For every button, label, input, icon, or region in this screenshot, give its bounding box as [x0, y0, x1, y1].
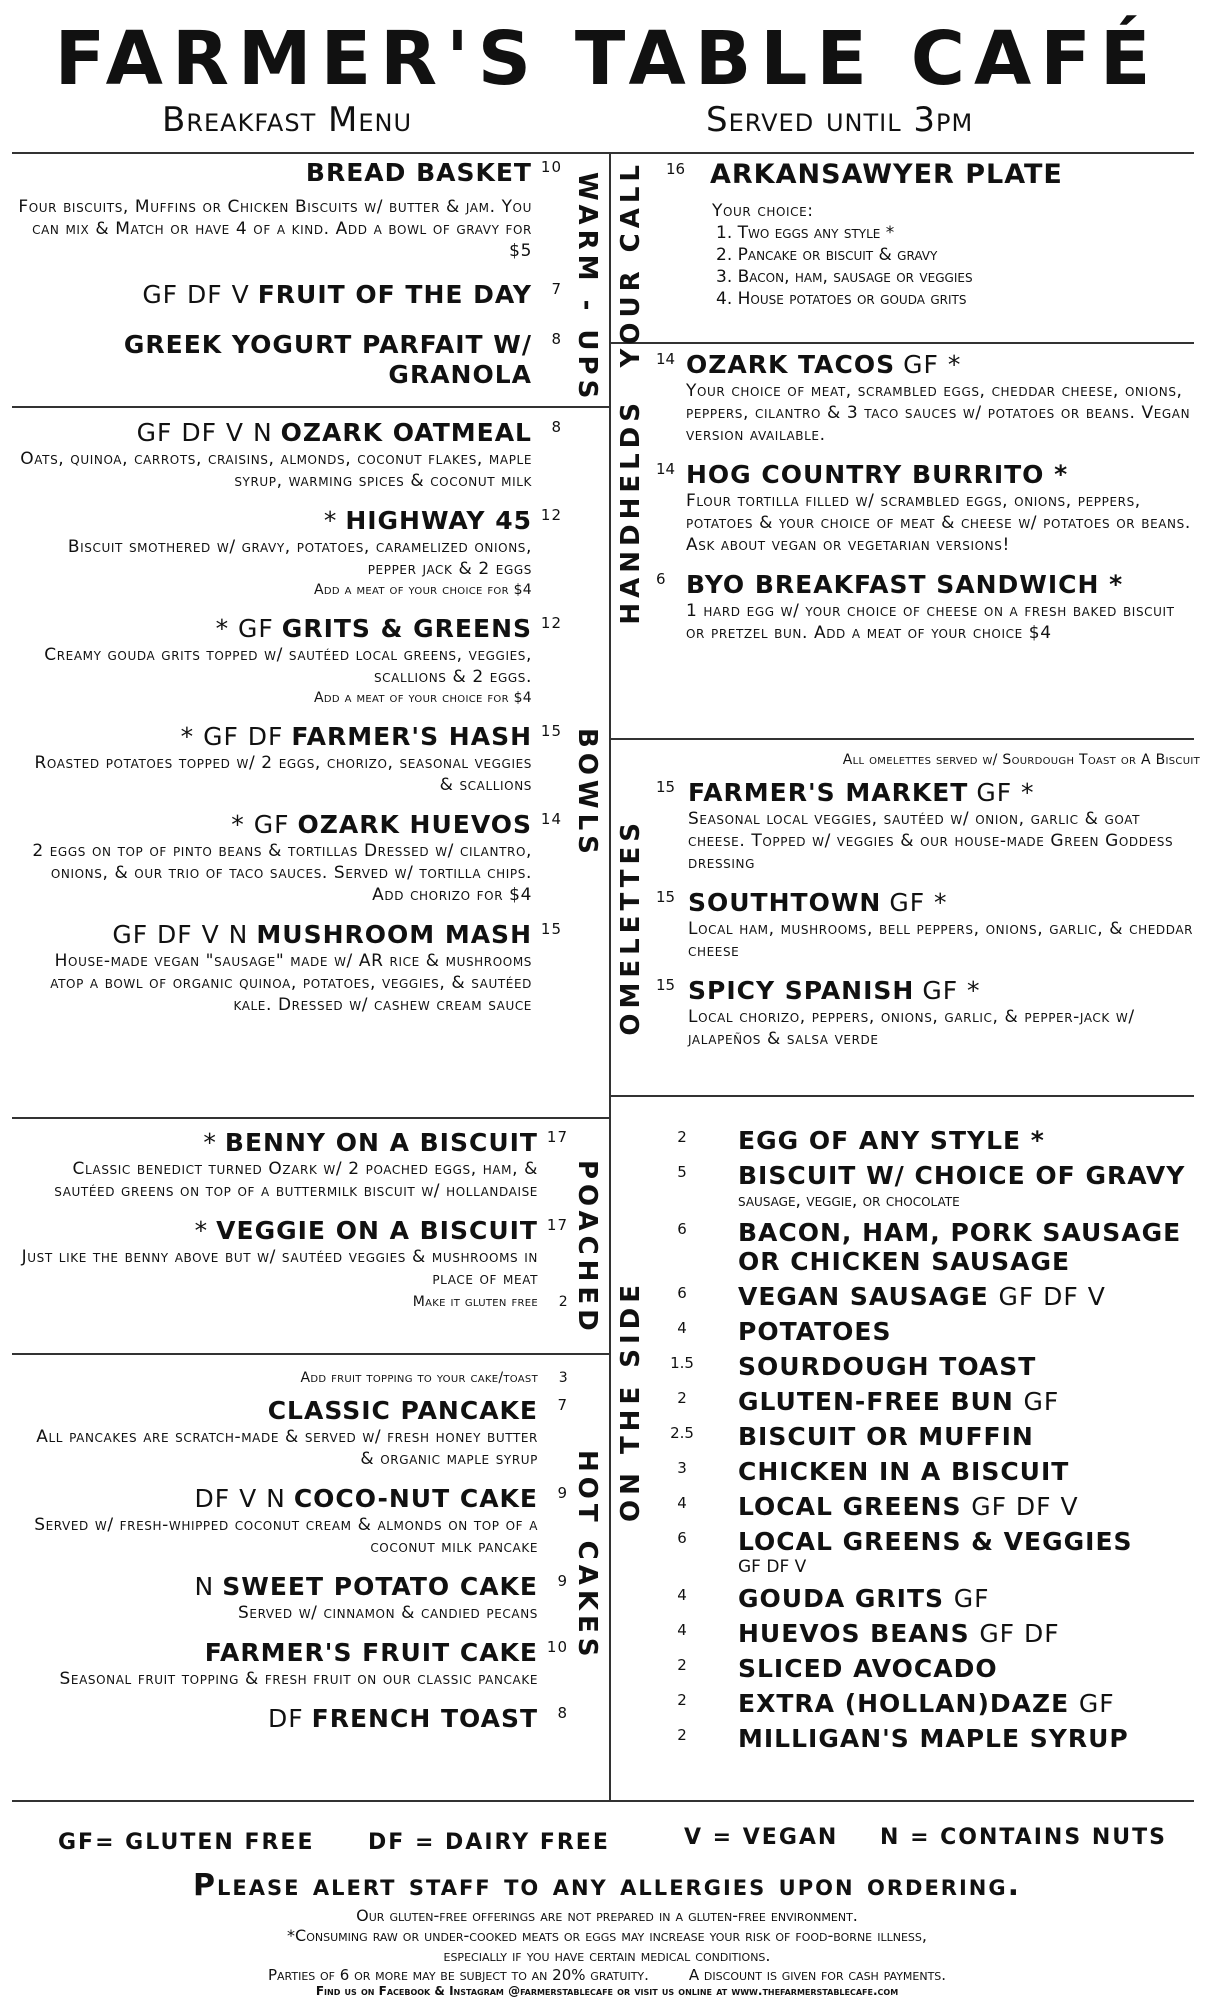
item-name: BYO BREAKFAST SANDWICH * — [686, 570, 1124, 599]
item-name: FARMER'S FRUIT CAKE — [204, 1638, 538, 1667]
menu-item: N SWEET POTATO CAKE 9 Served w/ cinnamon & candied pecans — [18, 1572, 538, 1624]
menu-item — [666, 160, 1196, 310]
side-name: EGG OF ANY STYLE * — [738, 1126, 1045, 1155]
side-item — [656, 1654, 1196, 1683]
side-tags: GF — [1023, 1387, 1060, 1416]
item-description: Just like the benny above but w/ sautéed veggies & mushrooms in place of meat — [21, 1247, 538, 1289]
menu-item — [652, 460, 1198, 556]
item-description: Biscuit smothered w/ gravy, potatoes, caramelized onions, pepper jack & 2 eggs — [67, 537, 532, 579]
item-price: 10 — [546, 1638, 568, 1656]
gluten-free-disclaimer: Our gluten-free offerings are not prepared in a gluten-free environment. — [356, 1906, 858, 1925]
item-description: Local chorizo, peppers, onions, garlic, & pepper-jack w/ jalapeños & salsa verde — [688, 1007, 1135, 1049]
item-description: 2 eggs on top of pinto beans & tortillas Dressed w/ cilantro, onions, & our trio of taco sauces. Served w/ tortilla chips. Add chorizo for $4 — [32, 841, 532, 905]
item-description: Served w/ cinnamon & candied pecans — [238, 1603, 538, 1623]
menu-item: * BENNY ON A BISCUIT 17 Classic benedict turned Ozark w/ 2 poached eggs, ham, & sautéed greens on top of a buttermilk biscuit w/ hollandaise — [18, 1128, 538, 1202]
rule-handhelds-omelettes — [609, 738, 1194, 740]
side-name: SLICED AVOCADO — [738, 1654, 998, 1683]
bottom-rule — [12, 1800, 1194, 1802]
choice-item: 1. Two eggs any style * — [716, 223, 895, 243]
allergy-alert: Please alert staff to any allergies upon ordering. — [193, 1868, 1021, 1903]
menu-item: 15 SPICY SPANISH GF * Local chorizo, peppers, onions, garlic, & pepper-jack w/ jalapeños & salsa verde — [656, 976, 1200, 1050]
raw-food-warning-2: especially if you have certain medical conditions. — [443, 1946, 771, 1965]
item-description: Creamy gouda grits topped w/ sautéed local greens, veggies, scallions & 2 eggs. — [44, 645, 532, 687]
menu-item: * VEGGIE ON A BISCUIT 17 Just like the benny above but w/ sautéed veggies & mushrooms in place of meat — [18, 1216, 538, 1290]
side-price: 4 — [677, 1494, 687, 1512]
section-label-warm-ups: WARM - UPS — [572, 172, 602, 404]
side-item — [656, 1161, 1196, 1212]
side-price: 3 — [677, 1459, 687, 1477]
item-price: 7 — [557, 1396, 568, 1414]
side-sub: sausage, veggie, or chocolate — [738, 1191, 960, 1211]
side-tags: GF — [1078, 1689, 1115, 1718]
menu-item: * GF GRITS & GREENS 12 Creamy gouda grits topped w/ sautéed local greens, veggies, scallions & 2 eggs. Add a meat of your choice for $4 — [18, 614, 532, 708]
item-description: Flour tortilla filled w/ scrambled eggs, onions, peppers, potatoes & your choice of meat & cheese w/ potatoes or beans. Ask about vegan or vegetarian versions! — [686, 491, 1191, 555]
side-item — [656, 1619, 1196, 1648]
side-price: 6 — [677, 1529, 687, 1547]
item-description: All pancakes are scratch-made & served w/ fresh honey butter & organic maple syrup — [36, 1427, 538, 1469]
item-name: SOUTHTOWN — [688, 888, 882, 917]
side-name: CHICKEN IN A BISCUIT — [738, 1457, 1070, 1486]
item-name: OZARK OATMEAL — [280, 418, 532, 447]
legend-gf: GF= GLUTEN FREE — [58, 1830, 315, 1855]
item-note: Add a meat of your choice for $4 — [313, 690, 532, 706]
item-description: Oats, quinoa, carrots, craisins, almonds, coconut flakes, maple syrup, warming spices & coconut milk — [20, 449, 532, 491]
side-price: 2 — [677, 1726, 687, 1744]
item-name: HIGHWAY 45 — [345, 506, 532, 535]
gluten-free-price: 2 — [558, 1294, 568, 1310]
menu-item: 15 FARMER'S MARKET GF * Seasonal local veggies, sautéed w/ onion, garlic & goat cheese. Topped w/ veggies & our house-made Green Goddess dressing — [656, 778, 1200, 874]
side-item — [656, 1689, 1196, 1718]
side-item — [656, 1492, 1196, 1521]
item-name: OZARK TACOS — [686, 350, 896, 379]
your-call-section — [666, 160, 1196, 324]
item-price: 8 — [557, 1704, 568, 1722]
item-description: Seasonal fruit topping & fresh fruit on our classic pancake — [59, 1669, 538, 1689]
side-tags: GF — [953, 1584, 990, 1613]
side-item — [656, 1218, 1196, 1276]
hot-cakes-section — [18, 1368, 568, 1748]
menu-item: GF DF V FRUIT OF THE DAY 7 — [18, 280, 532, 310]
gratuity-note: Parties of 6 or more may be subject to an 20% gratuity. — [267, 1966, 649, 1984]
side-price: 2 — [677, 1691, 687, 1709]
rule-omelettes-sides — [609, 1095, 1194, 1097]
item-description: Four biscuits, Muffins or Chicken Biscuits w/ butter & jam. You can mix & Match or have 4 of a kind. Add a bowl of gravy for $5 — [18, 197, 532, 261]
item-description: House-made vegan "sausage" made w/ AR rice & mushrooms atop a bowl of organic quinoa, potatoes, veggies, & sautéed kale. Dressed w/ cashew cream sauce — [50, 951, 532, 1015]
item-price: 15 — [656, 888, 676, 906]
item-name: SPICY SPANISH — [688, 976, 915, 1005]
rule-yourcall-handhelds — [609, 342, 1194, 344]
side-price: 2 — [677, 1656, 687, 1674]
legend-n: N = CONTAINS NUTS — [880, 1825, 1167, 1850]
item-name: FRUIT OF THE DAY — [257, 280, 532, 309]
side-price: 2 — [677, 1128, 687, 1146]
policy-line — [0, 1966, 1214, 1984]
menu-name: Breakfast Menu — [162, 100, 413, 140]
side-price: 2 — [677, 1389, 687, 1407]
side-item — [656, 1126, 1196, 1155]
side-price: 4 — [677, 1586, 687, 1604]
side-name: BISCUIT OR MUFFIN — [738, 1422, 1034, 1451]
side-item — [656, 1387, 1196, 1416]
item-name: GRITS & GREENS — [281, 614, 532, 643]
side-price: 6 — [677, 1220, 687, 1238]
item-name: GREEK YOGURT PARFAIT W/ GRANOLA — [123, 330, 532, 389]
side-tags: GF DF V — [971, 1492, 1079, 1521]
side-item — [656, 1352, 1196, 1381]
item-description: Served w/ fresh-whipped coconut cream & almonds on top of a coconut milk pancake — [34, 1515, 538, 1557]
poached-section — [18, 1128, 568, 1312]
item-name: MUSHROOM MASH — [256, 920, 532, 949]
side-name: BISCUIT W/ CHOICE OF GRAVY — [738, 1161, 1186, 1190]
side-price: 4 — [677, 1319, 687, 1337]
section-label-hot-cakes: HOT CAKES — [572, 1450, 602, 1662]
item-description: Local ham, mushrooms, bell peppers, onions, garlic, & cheddar cheese — [688, 919, 1194, 961]
choice-item: 3. Bacon, ham, sausage or veggies — [716, 267, 973, 287]
section-label-poached: POACHED — [572, 1160, 602, 1336]
item-description: Classic benedict turned Ozark w/ 2 poached eggs, ham, & sautéed greens on top of a buttermilk biscuit w/ hollandaise — [54, 1159, 538, 1201]
menu-item: * GF OZARK HUEVOS 14 2 eggs on top of pinto beans & tortillas Dressed w/ cilantro, onions, & our trio of taco sauces. Served w/ tortilla chips. Add chorizo for $4 — [18, 810, 532, 906]
item-price: 15 — [540, 722, 562, 740]
item-description: Your choice of meat, scrambled eggs, cheddar cheese, onions, peppers, cilantro & 3 taco sauces w/ potatoes or beans. Vegan version available. — [686, 381, 1191, 445]
side-name: LOCAL GREENS — [738, 1492, 962, 1521]
item-name: SWEET POTATO CAKE — [222, 1572, 538, 1601]
item-price: 16 — [666, 160, 686, 178]
legend-df: DF = DAIRY FREE — [368, 1830, 610, 1855]
item-price: 12 — [540, 506, 562, 524]
choice-list — [716, 222, 1196, 310]
item-price: 9 — [557, 1484, 568, 1502]
side-name: MILLIGAN'S MAPLE SYRUP — [738, 1724, 1129, 1753]
side-price: 1.5 — [670, 1354, 694, 1372]
menu-item — [18, 330, 562, 390]
gluten-free-option: Make it gluten free 2 — [412, 1294, 568, 1310]
item-price: 15 — [540, 920, 562, 938]
item-description: Seasonal local veggies, sautéed w/ onion, garlic & goat cheese. Topped w/ veggies & our house-made Green Goddess dressing — [688, 809, 1174, 873]
menu-item: DF FRENCH TOAST 8 — [18, 1704, 538, 1734]
side-item — [656, 1527, 1196, 1578]
serving-hours: Served until 3pm — [706, 100, 974, 140]
item-name: FRENCH TOAST — [311, 1704, 538, 1733]
fruit-topping-option: Add fruit topping to your cake/toast 3 — [300, 1370, 568, 1386]
item-price: 14 — [540, 810, 562, 828]
item-price: 17 — [546, 1216, 568, 1234]
side-item — [656, 1457, 1196, 1486]
item-price: 12 — [540, 614, 562, 632]
fruit-topping-price: 3 — [558, 1370, 568, 1386]
choice-item: 2. Pancake or biscuit & gravy — [716, 245, 938, 265]
side-name: BACON, HAM, PORK SAUSAGE OR CHICKEN SAUSAGE — [738, 1218, 1182, 1276]
item-name: OZARK HUEVOS — [297, 810, 532, 839]
item-price: 9 — [557, 1572, 568, 1590]
section-label-bowls: BOWLS — [572, 728, 602, 859]
sides-section — [656, 1126, 1196, 1759]
menu-item: 14 OZARK TACOS GF * Your choice of meat, scrambled eggs, cheddar cheese, onions, peppers, cilantro & 3 taco sauces w/ potatoes or beans. Vegan version available. — [652, 350, 1198, 446]
side-name: HUEVOS BEANS — [738, 1619, 970, 1648]
menu-item: GF DF V N OZARK OATMEAL 8 Oats, quinoa, carrots, craisins, almonds, coconut flakes, maple syrup, warming spices & coconut milk — [18, 418, 532, 492]
item-name: BENNY ON A BISCUIT — [224, 1128, 538, 1157]
cash-discount-note: A discount is given for cash payments. — [688, 1966, 947, 1984]
side-name: GLUTEN-FREE BUN — [738, 1387, 1014, 1416]
rule-warmups-bowls — [12, 406, 609, 408]
side-tags: GF DF V — [998, 1282, 1106, 1311]
menu-item: 15 SOUTHTOWN GF * Local ham, mushrooms, bell peppers, onions, garlic, & cheddar cheese — [656, 888, 1200, 962]
omelette-note: All omelettes served w/ Sourdough Toast or A Biscuit — [842, 752, 1200, 768]
menu-item: * HIGHWAY 45 12 Biscuit smothered w/ gravy, potatoes, caramelized onions, pepper jack & 2 eggs Add a meat of your choice for $4 — [18, 506, 532, 600]
side-price: 6 — [677, 1284, 687, 1302]
side-name: GOUDA GRITS — [738, 1584, 945, 1613]
choice-item: 4. House potatoes or gouda grits — [716, 289, 967, 309]
menu-item — [652, 570, 1198, 644]
item-name: CLASSIC PANCAKE — [267, 1396, 538, 1425]
item-description: Roasted potatoes topped w/ 2 eggs, chorizo, seasonal veggies & scallions — [34, 753, 532, 795]
choice-intro: Your choice: — [712, 201, 814, 221]
rule-bowls-poached — [12, 1117, 609, 1119]
social-links: Find us on Facebook & Instagram @farmerstablecafe or visit us online at www.thefarmerstablecafe.com — [315, 1984, 899, 1998]
section-label-omelettes: OMELETTES — [616, 818, 646, 1036]
section-label-handhelds: HANDHELDS — [616, 398, 646, 625]
side-price: 5 — [677, 1163, 687, 1181]
item-price: 15 — [656, 778, 676, 796]
item-price: 8 — [551, 418, 562, 436]
legend-v: V = VEGAN — [684, 1825, 839, 1850]
side-item — [656, 1282, 1196, 1311]
side-item — [656, 1317, 1196, 1346]
item-price: 15 — [656, 976, 676, 994]
handhelds-section — [652, 350, 1198, 658]
item-price: 7 — [551, 280, 562, 298]
menu-item: * GF DF FARMER'S HASH 15 Roasted potatoes topped w/ 2 eggs, chorizo, seasonal veggies & scallions — [18, 722, 532, 796]
side-name: EXTRA (HOLLAN)DAZE — [738, 1689, 1070, 1718]
side-name: LOCAL GREENS & VEGGIES — [738, 1527, 1133, 1556]
side-item — [656, 1724, 1196, 1753]
item-name: FARMER'S MARKET — [688, 778, 969, 807]
menu-item — [18, 1638, 568, 1690]
side-name: VEGAN SAUSAGE — [738, 1282, 989, 1311]
side-sub: GF DF V — [738, 1557, 807, 1577]
item-price: 10 — [540, 158, 562, 176]
item-price: 17 — [546, 1128, 568, 1146]
side-item — [656, 1584, 1196, 1613]
menu-item: DF V N COCO-NUT CAKE 9 Served w/ fresh-whipped coconut cream & almonds on top of a coconut milk pancake — [18, 1484, 538, 1558]
item-note: Add a meat of your choice for $4 — [313, 582, 532, 598]
top-rule — [12, 152, 1194, 154]
menu-item — [18, 1396, 568, 1470]
item-price: 14 — [656, 460, 676, 478]
menu-item — [18, 158, 562, 262]
item-price: 8 — [551, 330, 562, 348]
center-divider — [609, 152, 611, 1802]
item-name: FARMER'S HASH — [291, 722, 532, 751]
raw-food-warning: *Consuming raw or under-cooked meats or eggs may increase your risk of food-borne illness, — [287, 1926, 927, 1945]
item-name: COCO-NUT CAKE — [293, 1484, 538, 1513]
warm-ups-section — [18, 158, 562, 404]
menu-title: FARMER'S TABLE CAFÉ — [54, 16, 1160, 102]
item-name: VEGGIE ON A BISCUIT — [216, 1216, 538, 1245]
item-price: 14 — [656, 350, 676, 368]
omelettes-section — [656, 750, 1200, 1064]
item-name: ARKANSAWYER PLATE — [710, 159, 1063, 190]
side-tags: GF DF — [979, 1619, 1060, 1648]
menu-item: GF DF V N MUSHROOM MASH 15 House-made vegan "sausage" made w/ AR rice & mushrooms atop a bowl of organic quinoa, potatoes, veggies, & sautéed kale. Dressed w/ cashew cream sauce — [18, 920, 532, 1016]
section-label-your-call: YOUR CALL — [616, 160, 646, 368]
rule-poached-hotcakes — [12, 1353, 609, 1355]
side-name: SOURDOUGH TOAST — [738, 1352, 1037, 1381]
side-item — [656, 1422, 1196, 1451]
item-name: BREAD BASKET — [305, 158, 532, 187]
item-name: HOG COUNTRY BURRITO * — [686, 460, 1069, 489]
side-price: 4 — [677, 1621, 687, 1639]
bowls-section — [18, 418, 562, 1030]
item-price: 6 — [656, 570, 666, 588]
section-label-on-the-side: ON THE SIDE — [616, 1280, 646, 1522]
item-description: 1 hard egg w/ your choice of cheese on a fresh baked biscuit or pretzel bun. Add a meat of your choice $4 — [686, 601, 1175, 643]
side-price: 2.5 — [670, 1424, 694, 1442]
side-name: POTATOES — [738, 1317, 892, 1346]
